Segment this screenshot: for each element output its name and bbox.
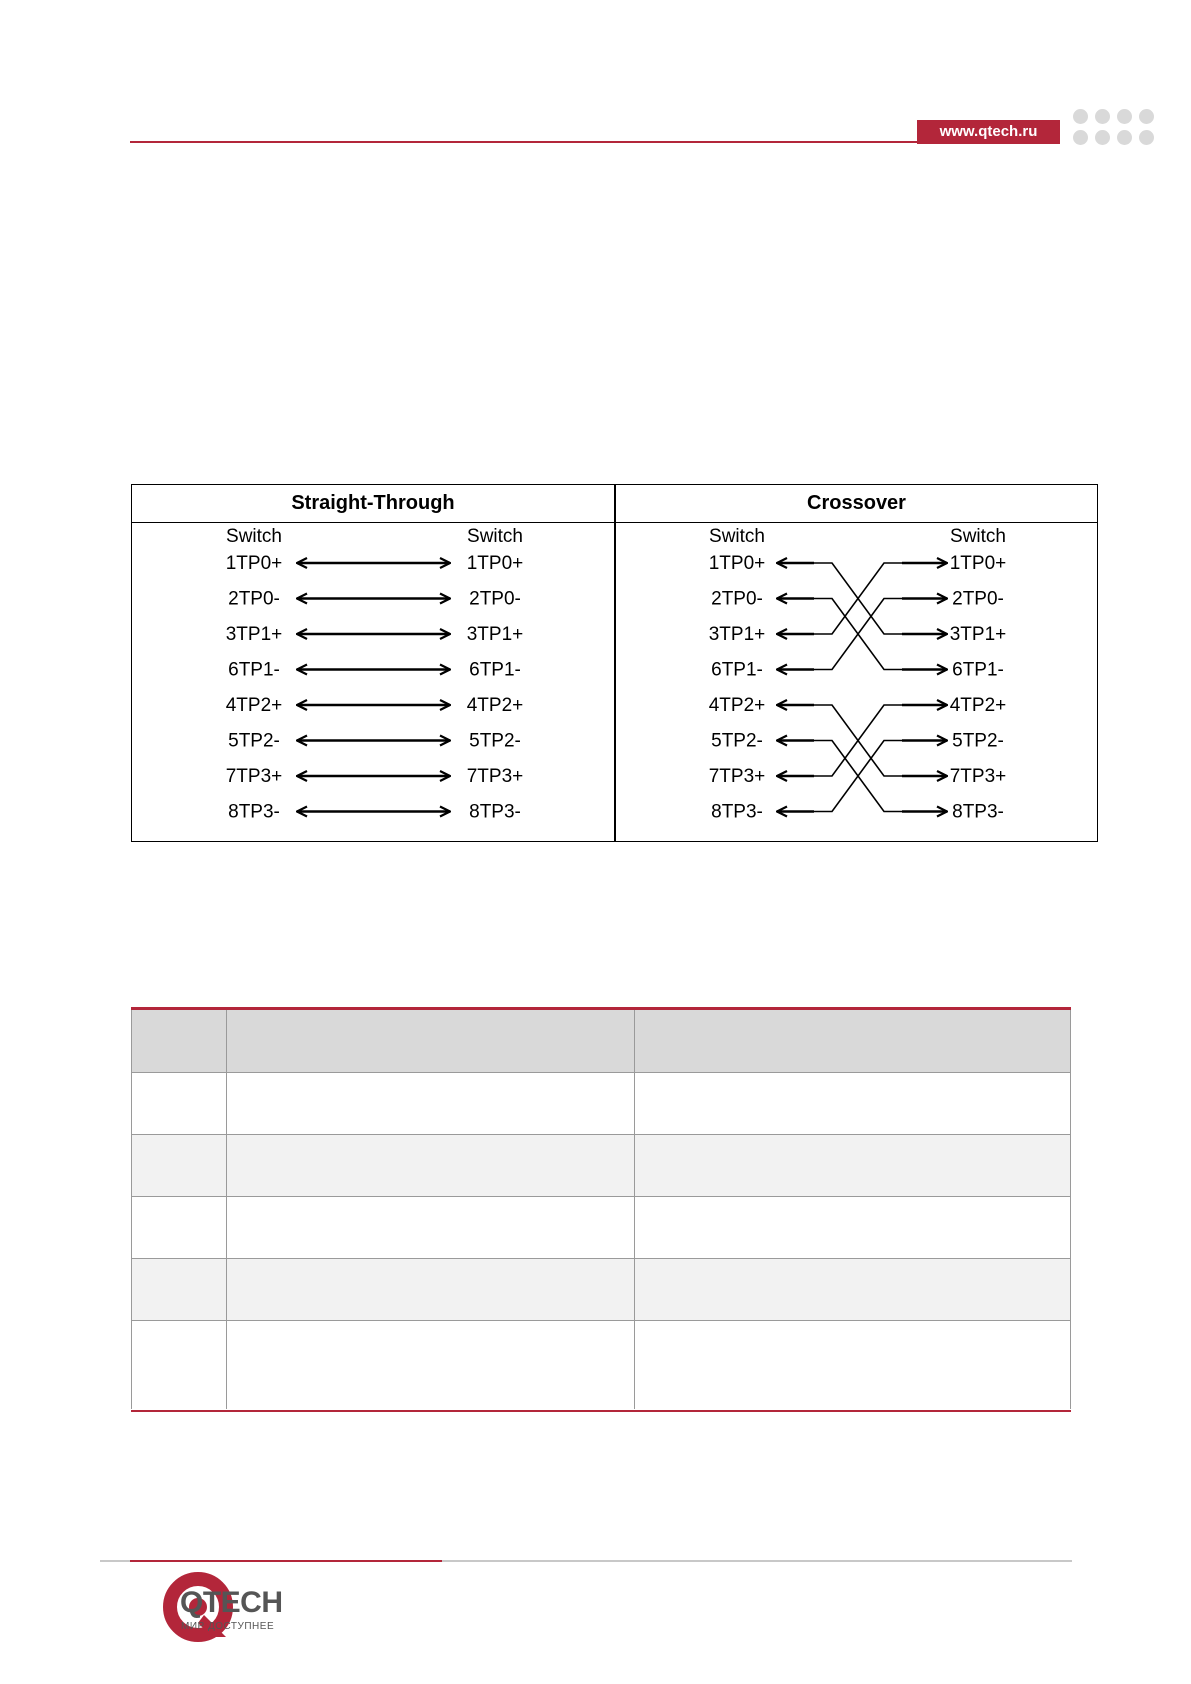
crossover-left-pin-label: 4TP2+ xyxy=(708,695,766,716)
straight-right-pin-label: 6TP1- xyxy=(469,659,521,681)
crossover-right-pin-label: 2TP0- xyxy=(952,588,1004,610)
straight-left-pin-label: 2TP0- xyxy=(228,588,280,610)
straight-left-switch-label: Switch xyxy=(226,526,282,547)
straight-right-pin-label: 2TP0- xyxy=(469,588,521,610)
crossover-right-pin-label: 4TP2+ xyxy=(949,695,1007,716)
crossover-right-pin-label: 7TP3+ xyxy=(949,766,1007,787)
header-rule xyxy=(130,141,918,143)
straight-right-pin-label: 7TP3+ xyxy=(466,766,524,787)
crossover-right-switch-label: Switch xyxy=(950,526,1006,547)
straight-through-title: Straight-Through xyxy=(291,492,455,514)
brand-tagline: МИР ДОСТУПНЕЕ xyxy=(181,1621,275,1632)
crossover-right-pin-label: 6TP1- xyxy=(952,659,1004,681)
crossover-left-pin-label: 2TP0- xyxy=(711,588,763,610)
table-column-divider xyxy=(634,1010,635,1409)
data-table xyxy=(131,1007,1071,1410)
table-row xyxy=(131,1320,1071,1410)
crossover-right-pin-label: 5TP2- xyxy=(952,730,1004,752)
crossover-left-pin-label: 5TP2- xyxy=(711,730,763,752)
straight-right-pin-label: 8TP3- xyxy=(469,801,521,823)
straight-left-pin-label: 6TP1- xyxy=(228,659,280,681)
crossover-right-pin-label: 1TP0+ xyxy=(949,553,1007,574)
crossover-right-pin-label: 3TP1+ xyxy=(949,624,1007,645)
straight-left-pin-label: 7TP3+ xyxy=(225,766,283,787)
crossover-right-pin-label: 8TP3- xyxy=(952,801,1004,823)
straight-right-pin-label: 4TP2+ xyxy=(466,695,524,716)
straight-left-pin-label: 8TP3- xyxy=(228,801,280,823)
crossover-left-pin-label: 1TP0+ xyxy=(708,553,766,574)
table-row xyxy=(131,1072,1071,1134)
footer-accent-rule xyxy=(130,1560,442,1562)
crossover-left-pin-label: 8TP3- xyxy=(711,801,763,823)
crossover-left-switch-label: Switch xyxy=(709,526,765,547)
table-right-border xyxy=(1070,1010,1071,1409)
brand-name: QTECH xyxy=(180,1586,283,1619)
table-column-divider xyxy=(226,1010,227,1409)
table-row xyxy=(131,1196,1071,1258)
cable-wiring-figure xyxy=(131,484,1098,842)
table-row xyxy=(131,1134,1071,1196)
straight-right-pin-label: 5TP2- xyxy=(469,730,521,752)
straight-left-pin-label: 4TP2+ xyxy=(225,695,283,716)
table-left-border xyxy=(131,1010,132,1409)
straight-right-pin-label: 3TP1+ xyxy=(466,624,524,645)
decorative-dots xyxy=(1073,109,1163,149)
crossover-left-pin-label: 6TP1- xyxy=(711,659,763,681)
straight-left-pin-label: 3TP1+ xyxy=(225,624,283,645)
wiring-diagram xyxy=(132,485,1096,841)
straight-left-pin-label: 1TP0+ xyxy=(225,553,283,574)
table-row xyxy=(131,1258,1071,1320)
straight-left-pin-label: 5TP2- xyxy=(228,730,280,752)
website-badge[interactable]: www.qtech.ru xyxy=(917,120,1060,144)
table-header-row xyxy=(131,1010,1071,1072)
straight-right-switch-label: Switch xyxy=(467,526,523,547)
straight-right-pin-label: 1TP0+ xyxy=(466,553,524,574)
crossover-left-pin-label: 3TP1+ xyxy=(708,624,766,645)
crossover-title: Crossover xyxy=(807,492,906,514)
crossover-left-pin-label: 7TP3+ xyxy=(708,766,766,787)
